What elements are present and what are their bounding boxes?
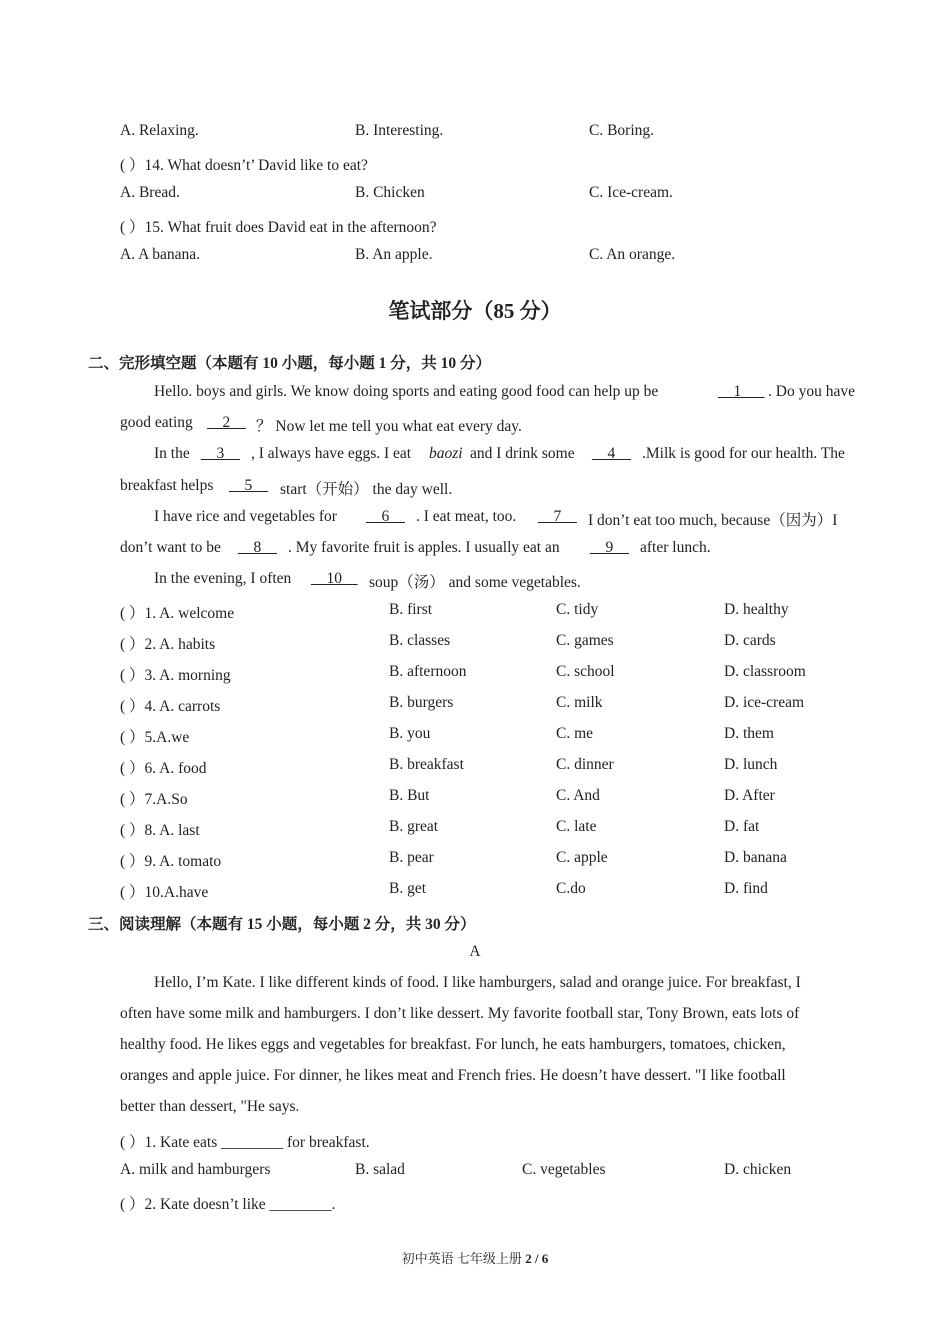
cloze-question-row — [0, 818, 950, 842]
cloze-text: . Do you have — [768, 383, 855, 400]
option-b: B. you — [389, 725, 431, 742]
option-c: C. late — [556, 818, 597, 835]
option-c: C. Ice-cream. — [589, 184, 673, 201]
cloze-question-row — [0, 601, 950, 625]
option-b: B. burgers — [389, 694, 454, 711]
option-b: B. classes — [389, 632, 451, 649]
cloze-text: . My favorite fruit is apples. I usually eat an — [288, 539, 560, 556]
question-stem: ( ）9. A. tomato — [120, 853, 222, 870]
blank-2: __2__ — [207, 414, 246, 431]
cloze-question-row — [0, 694, 950, 718]
reading-line-1: Hello, I’m Kate. I like different kinds of food. I like hamburgers, salad and orange juice. For breakfast, I — [154, 974, 801, 991]
option-d: D. lunch — [724, 756, 778, 773]
option-d: D. After — [724, 787, 775, 804]
option-c: C. An orange. — [589, 246, 676, 263]
question-stem: ( ）3. A. morning — [120, 667, 231, 684]
blank-9: __9__ — [590, 539, 629, 556]
option-c: C.do — [556, 880, 586, 897]
blank-8: __8__ — [238, 539, 277, 556]
cloze-text-italic: baozi — [429, 445, 463, 462]
option-d: D. chicken — [724, 1161, 792, 1178]
blank-4: __4__ — [592, 445, 631, 462]
reading-heading: 三、阅读理解（本题有 15 小题，每小题 2 分，共 30 分） — [88, 916, 476, 933]
cloze-question-row — [0, 725, 950, 749]
written-section-title: 笔试部分（85 分） — [388, 299, 562, 323]
option-c: C. And — [556, 787, 600, 804]
option-b: B. get — [389, 880, 427, 897]
cloze-text: ？ Now let me tell you what eat every day. — [256, 418, 522, 435]
option-c: C. tidy — [556, 601, 599, 618]
option-b: B. An apple. — [355, 246, 433, 263]
reading-line-3: healthy food. He likes eggs and vegetables for breakfast. For lunch, he eats hamburgers, tomatoes, chicken, — [120, 1036, 786, 1053]
option-c: C. me — [556, 725, 594, 742]
cloze-question-row — [0, 849, 950, 873]
question-stem: ( ）7.A.So — [120, 791, 188, 808]
option-a: A. A banana. — [120, 246, 201, 263]
blank-7: __7__ — [538, 508, 577, 525]
option-c: C. Boring. — [589, 122, 655, 139]
reading-question-2: ( ）2. Kate doesn’t like ________. — [120, 1196, 336, 1213]
cloze-text: don’t want to be — [120, 539, 221, 556]
blank-5: __5__ — [229, 477, 268, 494]
option-b: B. breakfast — [389, 756, 464, 773]
cloze-question-row — [0, 787, 950, 811]
cloze-text: good eating — [120, 414, 193, 431]
option-b: B. salad — [355, 1161, 405, 1178]
cloze-text: .Milk is good for our health. The — [642, 445, 845, 462]
question-stem: ( ）6. A. food — [120, 760, 207, 777]
cloze-text: In the — [154, 445, 190, 462]
question-stem: ( ）1. A. welcome — [120, 605, 235, 622]
question-stem: ( ）2. A. habits — [120, 636, 216, 653]
cloze-line-1: Hello. boys and girls. We know doing sports and eating good food can help up be — [154, 383, 659, 400]
page-number: 2 / 6 — [525, 1251, 549, 1266]
option-d: D. ice-cream — [724, 694, 805, 711]
option-d: D. healthy — [724, 601, 789, 618]
question-14: ( ）14. What doesn’t’ David like to eat? — [120, 157, 368, 174]
cloze-text: . I eat meat, too. — [416, 508, 517, 525]
cloze-text: soup（汤） and some vegetables. — [369, 574, 581, 591]
reading-q1-options — [0, 1161, 950, 1185]
option-a: A. Bread. — [120, 184, 180, 201]
cloze-text: and I drink some — [470, 445, 575, 462]
page-footer — [0, 1248, 950, 1267]
option-c: C. school — [556, 663, 615, 680]
reading-part-label: A — [469, 943, 481, 960]
question-15: ( ）15. What fruit does David eat in the afternoon? — [120, 219, 437, 236]
option-c: C. apple — [556, 849, 608, 866]
option-d: D. fat — [724, 818, 760, 835]
cloze-heading: 二、完形填空题（本题有 10 小题，每小题 1 分，共 10 分） — [88, 355, 492, 372]
cloze-question-row — [0, 663, 950, 687]
option-d: D. them — [724, 725, 774, 742]
cloze-text: In the evening, I often — [154, 570, 292, 587]
cloze-text: after lunch. — [640, 539, 711, 556]
reading-line-2: often have some milk and hamburgers. I don’t like dessert. My favorite football star, Tony Brown, eats lots of — [120, 1005, 800, 1022]
option-b: B. afternoon — [389, 663, 467, 680]
option-b: B. Interesting. — [355, 122, 444, 139]
cloze-text: start（开始） the day well. — [280, 481, 453, 498]
option-b: B. first — [389, 601, 433, 618]
option-a: A. Relaxing. — [120, 122, 199, 139]
option-b: B. But — [389, 787, 430, 804]
blank-10: __10__ — [311, 570, 358, 587]
blank-1: __1___ — [718, 383, 765, 400]
cloze-question-row — [0, 756, 950, 780]
option-b: B. great — [389, 818, 439, 835]
option-b: B. pear — [389, 849, 434, 866]
option-b: B. Chicken — [355, 184, 425, 201]
q14-options — [0, 184, 950, 208]
cloze-text: I have rice and vegetables for — [154, 508, 337, 525]
cloze-question-row — [0, 880, 950, 904]
cloze-text: , I always have eggs. I eat — [251, 445, 412, 462]
question-stem: ( ）8. A. last — [120, 822, 200, 839]
option-c: C. milk — [556, 694, 603, 711]
option-c: C. vegetables — [522, 1161, 606, 1178]
reading-question-1: ( ）1. Kate eats ________ for breakfast. — [120, 1134, 370, 1151]
option-d: D. cards — [724, 632, 776, 649]
option-a: A. milk and hamburgers — [120, 1161, 271, 1178]
cloze-text: I don’t eat too much, because（因为）I — [588, 512, 838, 529]
blank-3: __3__ — [201, 445, 240, 462]
option-c: C. games — [556, 632, 614, 649]
option-c: C. dinner — [556, 756, 614, 773]
reading-line-5: better than dessert, "He says. — [120, 1098, 300, 1115]
question-stem: ( ）5.A.we — [120, 729, 190, 746]
option-d: D. classroom — [724, 663, 806, 680]
cloze-text: breakfast helps — [120, 477, 214, 494]
option-d: D. banana — [724, 849, 787, 866]
question-stem: ( ）4. A. carrots — [120, 698, 221, 715]
option-d: D. find — [724, 880, 768, 897]
footer-text: 初中英语 七年级上册 — [401, 1251, 526, 1266]
question-stem: ( ）10.A.have — [120, 884, 209, 901]
cloze-question-row — [0, 632, 950, 656]
q15-options — [0, 246, 950, 270]
blank-6: __6__ — [366, 508, 405, 525]
reading-line-4: oranges and apple juice. For dinner, he likes meat and French fries. He doesn’t have dessert. "I like football — [120, 1067, 786, 1084]
q13-options — [0, 122, 950, 146]
